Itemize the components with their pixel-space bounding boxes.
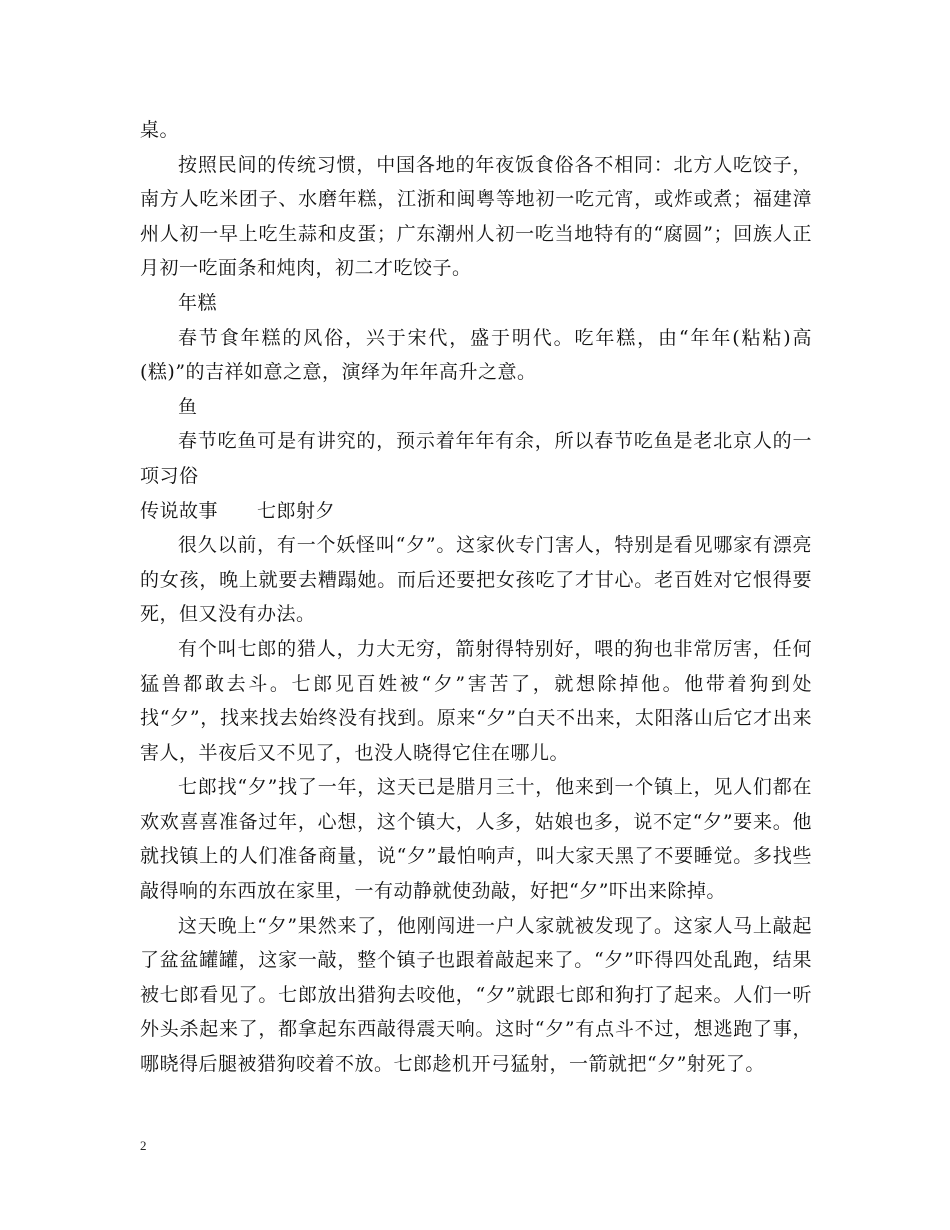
subheading-niangao: 年糕 bbox=[178, 291, 218, 314]
subheading-fish: 鱼 bbox=[178, 395, 198, 418]
paragraph-fish: 春节吃鱼可是有讲究的，预示着年年有余，所以春节吃鱼是老北京人的一项习俗 bbox=[140, 430, 812, 487]
paragraph-new-year-food-customs: 按照民间的传统习惯，中国各地的年夜饭食俗各不相同：北方人吃饺子，南方人吃米团子、水磨年糕，江浙和闽粤等地初一吃元宵，或炸或煮；福建漳州人初一早上吃生蒜和皮蛋；广东潮州人初一吃当地特有的“腐圆”；回族人正月初一吃面条和炖肉，初二才吃饺子。 bbox=[140, 153, 812, 280]
page-content bbox=[140, 113, 812, 1082]
paragraph-continuation: 桌。 bbox=[140, 119, 180, 141]
section-heading-legend: 传说故事 七郎射夕 bbox=[140, 499, 336, 522]
paragraph-story-hunter: 有个叫七郎的猎人，力大无穷，箭射得特别好，喂的狗也非常厉害，任何猛兽都敢去斗。七郎见百姓被“夕”害苦了，就想除掉他。他带着狗到处找“夕”，找来找去始终没有找到。原来“夕”白天不出来，太阳落山后它才出来害人，半夜后又不见了，也没人晓得它住在哪儿。 bbox=[140, 637, 812, 764]
paragraph-niangao: 春节食年糕的风俗，兴于宋代，盛于明代。吃年糕，由“年年(粘粘)高(糕)”的吉祥如意之意，演绎为年年高升之意。 bbox=[140, 326, 812, 384]
paragraph-story-town: 七郎找“夕”找了一年，这天已是腊月三十，他来到一个镇上，见人们都在欢欢喜喜准备过年，心想，这个镇大，人多，姑娘也多，说不定“夕”要来。他就找镇上的人们准备商量，说“夕”最怕响声，叫大家天黑了不要睡觉。多找些敲得响的东西放在家里，一有动静就使劲敲，好把“夕”吓出来除掉。 bbox=[140, 776, 812, 903]
paragraph-story-intro: 很久以前，有一个妖怪叫“夕”。这家伙专门害人，特别是看见哪家有漂亮的女孩，晚上就要去糟蹋她。而后还要把女孩吃了才甘心。老百姓对它恨得要死，但又没有办法。 bbox=[140, 534, 812, 626]
page-number: 2 bbox=[140, 1138, 147, 1153]
paragraph-story-ending: 这天晚上“夕”果然来了，他刚闯进一户人家就被发现了。这家人马上敲起了盆盆罐罐，这家一敲，整个镇子也跟着敲起来了。“夕”吓得四处乱跑，结果被七郎看见了。七郎放出猎狗去咬他，“夕”就跟七郎和狗打了起来。人们一听外头杀起来了，都拿起东西敲得震天响。这时“夕”有点斗不过，想逃跑了事，哪晓得后腿被猎狗咬着不放。七郎趁机开弓猛射，一箭就把“夕”射死了。 bbox=[140, 914, 812, 1076]
